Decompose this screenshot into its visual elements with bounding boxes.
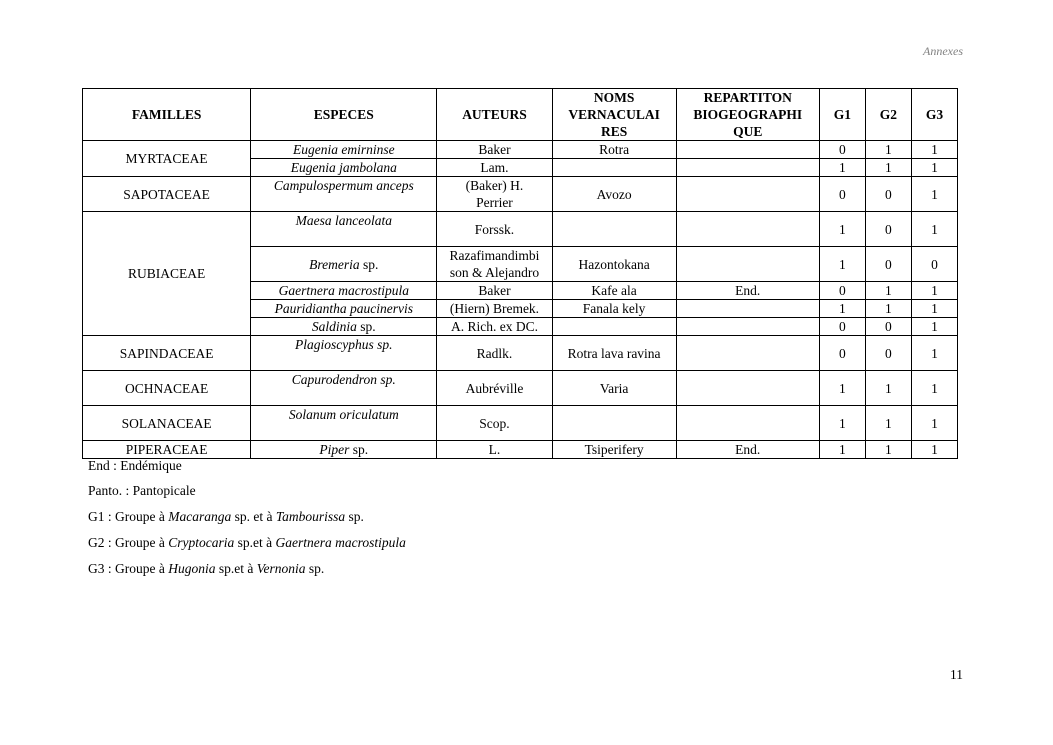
species-cell: Bremeria sp. — [251, 247, 437, 282]
species-cell: Solanum oriculatum — [251, 406, 437, 441]
species-cell: Pauridiantha paucinervis — [251, 300, 437, 318]
vernacular-cell: Varia — [552, 371, 676, 406]
table-row — [83, 406, 958, 441]
g3-cell: 1 — [911, 159, 957, 177]
g1-cell: 1 — [819, 406, 865, 441]
header-auteurs: AUTEURS — [437, 89, 552, 141]
author-cell: A. Rich. ex DC. — [437, 318, 552, 336]
repartition-cell — [676, 159, 819, 177]
g1-cell: 1 — [819, 212, 865, 247]
author-cell: (Hiern) Bremek. — [437, 300, 552, 318]
g2-cell: 1 — [865, 441, 911, 459]
vernacular-cell — [552, 159, 676, 177]
author-cell: Radlk. — [437, 336, 552, 371]
table-row — [83, 336, 958, 371]
author-cell: Forssk. — [437, 212, 552, 247]
g2-cell: 0 — [865, 212, 911, 247]
g3-cell: 1 — [911, 177, 957, 212]
family-cell: OCHNACEAE — [83, 371, 251, 406]
vernacular-cell: Tsiperifery — [552, 441, 676, 459]
g3-cell: 1 — [911, 212, 957, 247]
g3-cell: 1 — [911, 282, 957, 300]
vernacular-cell: Hazontokana — [552, 247, 676, 282]
family-cell: SOLANACEAE — [83, 406, 251, 441]
legend-end: End : Endémique — [88, 458, 182, 473]
family-cell: SAPINDACEAE — [83, 336, 251, 371]
repartition-cell — [676, 371, 819, 406]
table-header-row — [83, 89, 958, 141]
species-cell: Piper sp. — [251, 441, 437, 459]
repartition-cell — [676, 406, 819, 441]
vernacular-cell — [552, 212, 676, 247]
family-cell: PIPERACEAE — [83, 441, 251, 459]
species-cell: Campulospermum anceps — [251, 177, 437, 212]
repartition-cell — [676, 318, 819, 336]
vernacular-cell: Rotra lava ravina — [552, 336, 676, 371]
species-cell: Eugenia jambolana — [251, 159, 437, 177]
author-cell: Baker — [437, 141, 552, 159]
species-cell: Eugenia emirninse — [251, 141, 437, 159]
g1-cell: 0 — [819, 141, 865, 159]
repartition-cell: End. — [676, 441, 819, 459]
vernacular-cell: Kafe ala — [552, 282, 676, 300]
author-cell: (Baker) H. Perrier — [437, 177, 552, 212]
g2-cell: 1 — [865, 282, 911, 300]
vernacular-cell: Fanala kely — [552, 300, 676, 318]
author-cell: Aubréville — [437, 371, 552, 406]
g2-cell: 1 — [865, 141, 911, 159]
g3-cell: 0 — [911, 247, 957, 282]
legend-g3: G3 : Groupe à Hugonia sp.et à Vernonia sp. — [88, 561, 325, 576]
header-especes: ESPECES — [251, 89, 437, 141]
g2-cell: 0 — [865, 318, 911, 336]
g2-cell: 1 — [865, 300, 911, 318]
repartition-cell — [676, 141, 819, 159]
g1-cell: 0 — [819, 177, 865, 212]
g1-cell: 0 — [819, 282, 865, 300]
author-cell: L. — [437, 441, 552, 459]
g3-cell: 1 — [911, 300, 957, 318]
g1-cell: 1 — [819, 159, 865, 177]
legend-g1: G1 : Groupe à Macaranga sp. et à Tambourissa sp. — [88, 509, 364, 524]
g1-cell: 1 — [819, 300, 865, 318]
repartition-cell: End. — [676, 282, 819, 300]
species-cell: Plagioscyphus sp. — [251, 336, 437, 371]
species-cell: Maesa lanceolata — [251, 212, 437, 247]
g2-cell: 0 — [865, 247, 911, 282]
table-row — [83, 212, 958, 247]
vernacular-cell — [552, 406, 676, 441]
species-cell: Capurodendron sp. — [251, 371, 437, 406]
table-row — [83, 177, 958, 212]
g3-cell: 1 — [911, 406, 957, 441]
g1-cell: 0 — [819, 318, 865, 336]
page-number: 11 — [950, 667, 963, 682]
legend-g2: G2 : Groupe à Cryptocaria sp.et à Gaertnera macrostipula — [88, 535, 406, 550]
header-repartition: REPARTITON BIOGEOGRAPHI QUE — [676, 89, 819, 141]
header-g2: G2 — [865, 89, 911, 141]
g3-cell: 1 — [911, 371, 957, 406]
species-cell: Gaertnera macrostipula — [251, 282, 437, 300]
repartition-cell — [676, 336, 819, 371]
family-cell: RUBIACEAE — [83, 212, 251, 336]
header-noms-vernaculaires: NOMS VERNACULAI RES — [552, 89, 676, 141]
g3-cell: 1 — [911, 336, 957, 371]
table-row — [83, 141, 958, 159]
family-cell: SAPOTACEAE — [83, 177, 251, 212]
header-g3: G3 — [911, 89, 957, 141]
species-table — [82, 88, 958, 459]
author-cell: Scop. — [437, 406, 552, 441]
header-g1: G1 — [819, 89, 865, 141]
repartition-cell — [676, 300, 819, 318]
g1-cell: 1 — [819, 371, 865, 406]
author-cell: Baker — [437, 282, 552, 300]
g1-cell: 1 — [819, 441, 865, 459]
g2-cell: 1 — [865, 406, 911, 441]
legend-panto: Panto. : Pantopicale — [88, 483, 196, 498]
g3-cell: 1 — [911, 318, 957, 336]
legend — [88, 457, 406, 577]
vernacular-cell: Rotra — [552, 141, 676, 159]
author-cell: Razafimandimbi son & Alejandro — [437, 247, 552, 282]
g3-cell: 1 — [911, 441, 957, 459]
section-header: Annexes — [923, 44, 963, 58]
vernacular-cell — [552, 318, 676, 336]
g1-cell: 0 — [819, 336, 865, 371]
author-cell: Lam. — [437, 159, 552, 177]
g3-cell: 1 — [911, 141, 957, 159]
species-cell: Saldinia sp. — [251, 318, 437, 336]
repartition-cell — [676, 212, 819, 247]
g2-cell: 1 — [865, 159, 911, 177]
g2-cell: 0 — [865, 336, 911, 371]
vernacular-cell: Avozo — [552, 177, 676, 212]
header-familles: FAMILLES — [83, 89, 251, 141]
family-cell: MYRTACEAE — [83, 141, 251, 177]
g1-cell: 1 — [819, 247, 865, 282]
g2-cell: 0 — [865, 177, 911, 212]
table-row — [83, 371, 958, 406]
table-row — [83, 441, 958, 459]
g2-cell: 1 — [865, 371, 911, 406]
repartition-cell — [676, 247, 819, 282]
repartition-cell — [676, 177, 819, 212]
